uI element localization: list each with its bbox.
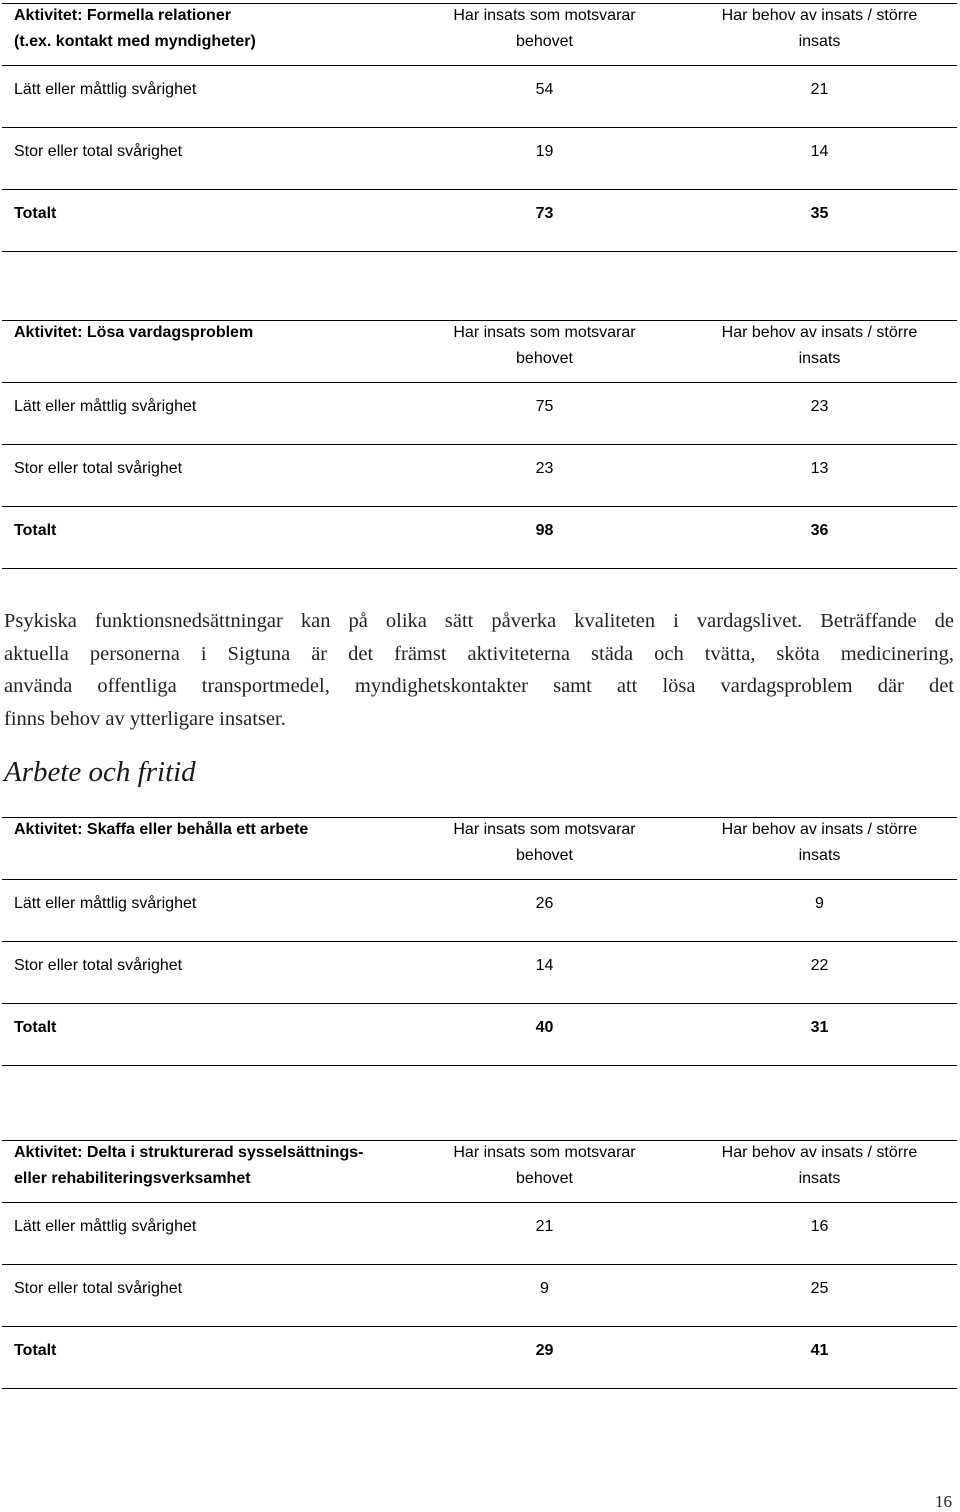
table-row-label: Stor eller total svårighet xyxy=(14,143,183,160)
table-cell-value: 35 xyxy=(810,205,829,222)
table-row-label: Stor eller total svårighet xyxy=(14,460,183,477)
table-skaffa-arbete xyxy=(2,817,957,1069)
body-paragraph xyxy=(4,605,954,735)
table-total-label: Totalt xyxy=(14,205,57,222)
table-cell-value: 14 xyxy=(535,957,554,974)
table-rule xyxy=(2,189,957,190)
table-row-label: Lätt eller måttlig svårighet xyxy=(14,895,197,912)
table-header-col-behov: Har behov av insats / större insats xyxy=(721,7,918,50)
table-rule xyxy=(2,1388,957,1389)
table-row-label: Stor eller total svårighet xyxy=(14,957,183,974)
paragraph-line: aktuella personerna i Sigtuna är det främst aktiviteterna städa och tvätta, sköta medicinering, xyxy=(4,642,954,665)
table-rule xyxy=(2,65,957,66)
table-cell-value: 14 xyxy=(810,143,829,160)
table-cell-value: 21 xyxy=(535,1218,554,1235)
table-cell-value: 13 xyxy=(810,460,829,477)
table-rule xyxy=(2,1065,957,1066)
table-row-label: Stor eller total svårighet xyxy=(14,1280,183,1297)
table-header-col-insats: Har insats som motsvarar behovet xyxy=(453,1144,636,1187)
table-rule xyxy=(2,251,957,252)
table-total-label: Totalt xyxy=(14,522,57,539)
page-number: 16 xyxy=(935,1492,952,1511)
table-cell-value: 31 xyxy=(810,1019,829,1036)
table-header-activity: Aktivitet: Skaffa eller behålla ett arbete xyxy=(14,821,309,838)
table-cell-value: 16 xyxy=(810,1218,829,1235)
table-row-label: Lätt eller måttlig svårighet xyxy=(14,81,197,98)
table-cell-value: 23 xyxy=(535,460,554,477)
table-rule xyxy=(2,1003,957,1004)
table-row-label: Lätt eller måttlig svårighet xyxy=(14,398,197,415)
table-cell-value: 21 xyxy=(810,81,829,98)
table-cell-value: 25 xyxy=(810,1280,829,1297)
table-header-col-behov: Har behov av insats / större insats xyxy=(721,1144,918,1187)
table-cell-value: 40 xyxy=(535,1019,554,1036)
table-rule xyxy=(2,1264,957,1265)
table-cell-value: 22 xyxy=(810,957,829,974)
table-cell-value: 23 xyxy=(810,398,829,415)
paragraph-line: finns behov av ytterligare insatser. xyxy=(4,707,286,730)
table-rule xyxy=(2,444,957,445)
table-header-col-insats: Har insats som motsvarar behovet xyxy=(453,821,636,864)
table-total-label: Totalt xyxy=(14,1019,57,1036)
table-cell-value: 54 xyxy=(535,81,554,98)
table-total-label: Totalt xyxy=(14,1342,57,1359)
table-cell-value: 9 xyxy=(540,1280,549,1297)
table-formella-relationer xyxy=(2,3,957,255)
table-losa-vardagsproblem xyxy=(2,320,957,572)
table-rule xyxy=(2,1202,957,1203)
table-header-col-behov: Har behov av insats / större insats xyxy=(721,324,918,367)
table-cell-value: 19 xyxy=(535,143,554,160)
table-rule xyxy=(2,382,957,383)
table-rule xyxy=(2,506,957,507)
paragraph-line: använda offentliga transportmedel, myndighetskontakter samt att lösa vardagsproblem där det xyxy=(4,675,954,697)
table-rule xyxy=(2,568,957,569)
table-header-col-behov: Har behov av insats / större insats xyxy=(721,821,918,864)
table-row-label: Lätt eller måttlig svårighet xyxy=(14,1218,197,1235)
table-cell-value: 73 xyxy=(535,205,554,222)
table-cell-value: 29 xyxy=(535,1342,554,1359)
table-strukturerad-sysselsattning xyxy=(2,1140,957,1392)
paragraph-line: Psykiska funktionsnedsättningar kan på olika sätt påverka kvaliteten i vardagslivet. Beträffande de xyxy=(4,610,954,632)
table-cell-value: 98 xyxy=(535,522,554,539)
table-header-activity: Aktivitet: Formella relationer (t.ex. kontakt med myndigheter) xyxy=(14,7,256,50)
table-header-col-insats: Har insats som motsvarar behovet xyxy=(453,324,636,367)
table-cell-value: 9 xyxy=(815,895,824,912)
table-rule xyxy=(2,127,957,128)
table-cell-value: 36 xyxy=(810,522,829,539)
table-header-activity: Aktivitet: Lösa vardagsproblem xyxy=(14,324,254,341)
table-header-col-insats: Har insats som motsvarar behovet xyxy=(453,7,636,50)
table-cell-value: 41 xyxy=(810,1342,829,1359)
section-heading: Arbete och fritid xyxy=(4,756,196,788)
table-rule xyxy=(2,941,957,942)
table-header-activity: Aktivitet: Delta i strukturerad sysselsättnings- eller rehabiliteringsverksamhet xyxy=(14,1144,364,1187)
table-rule xyxy=(2,879,957,880)
table-rule xyxy=(2,1326,957,1327)
table-cell-value: 75 xyxy=(535,398,554,415)
table-cell-value: 26 xyxy=(535,895,554,912)
